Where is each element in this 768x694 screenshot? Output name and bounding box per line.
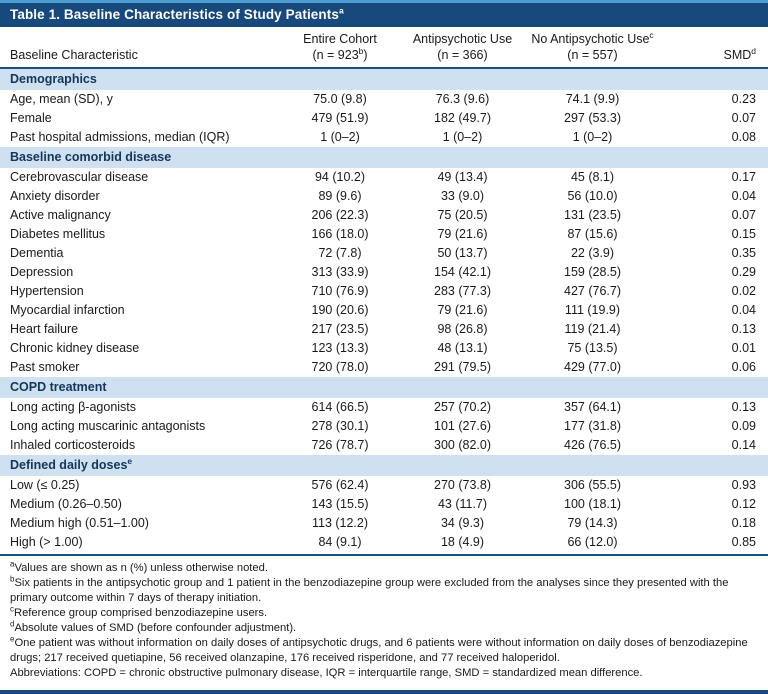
section-header-row	[0, 455, 768, 476]
row-label: Medium high (0.51–1.00)	[10, 516, 149, 531]
cell-value: 131 (23.5)	[564, 208, 621, 223]
cell-value: 710 (76.9)	[311, 284, 369, 299]
row-label: Long acting muscarinic antagonists	[10, 419, 206, 434]
cell-value: 278 (30.1)	[311, 419, 369, 434]
row-label: Myocardial infarction	[10, 303, 125, 318]
table-row	[0, 533, 768, 552]
column-header-group-n: (n = 366)	[437, 47, 488, 62]
cell-value: 119 (21.4)	[564, 322, 621, 337]
cell-value: 66 (12.0)	[567, 535, 618, 550]
column-header-smd-label: SMD$^d$	[723, 45, 756, 62]
cell-value: 49 (13.4)	[437, 170, 488, 185]
row-label: Past smoker	[10, 360, 80, 375]
cell-value: 113 (12.2)	[311, 516, 369, 531]
cell-value: 614 (66.5)	[311, 400, 369, 415]
table-row	[0, 495, 768, 514]
column-header-entire-cohort	[280, 27, 400, 68]
cell-value: 75 (13.5)	[567, 341, 618, 356]
footnote: $^b$Six patients in the antipsychotic group and 1 patient in the benzodiazepine group were excluded from the analyses since they presented with the primary outcome within 7 days of therapy initiation.	[10, 574, 729, 605]
cell-value: 182 (49.7)	[434, 111, 491, 126]
cell-value: 1 (0–2)	[572, 130, 613, 145]
section-header-label: Demographics	[0, 68, 768, 90]
cell-value: 576 (62.4)	[311, 478, 369, 493]
cell-value: 426 (76.5)	[564, 438, 621, 453]
column-header-baseline-characteristic-label: Baseline Characteristic	[10, 47, 138, 62]
row-label: Depression	[10, 265, 74, 280]
cell-smd: 0.06	[731, 360, 756, 375]
row-label: Age, mean (SD), y	[10, 92, 113, 107]
row-label: Diabetes mellitus	[10, 227, 106, 242]
cell-value: 726 (78.7)	[311, 438, 369, 453]
row-label: Cerebrovascular disease	[10, 170, 149, 185]
cell-value: 270 (73.8)	[434, 478, 491, 493]
row-label: Inhaled corticosteroids	[10, 438, 136, 453]
table-row	[0, 263, 768, 282]
cell-value: 479 (51.9)	[311, 111, 369, 126]
cell-smd: 0.02	[731, 284, 756, 299]
row-label: Past hospital admissions, median (IQR)	[10, 130, 230, 145]
cell-value: 94 (10.2)	[314, 170, 366, 185]
cell-value: 720 (78.0)	[311, 360, 369, 375]
cell-value: 143 (15.5)	[311, 497, 369, 512]
table-row	[0, 90, 768, 109]
section-header-label: Defined daily doses$^e$	[0, 455, 768, 476]
cell-value: 98 (26.8)	[437, 322, 488, 337]
table-header	[0, 27, 768, 68]
column-header-no-antipsychotic-use	[525, 27, 660, 68]
cell-smd: 0.18	[731, 516, 756, 531]
row-label: Dementia	[10, 246, 64, 261]
table-title-bar	[0, 0, 768, 27]
row-label: Low (≤ 0.25)	[10, 478, 80, 493]
cell-value: 56 (10.0)	[567, 189, 618, 204]
section-header-row	[0, 147, 768, 168]
column-header-antipsychotic-use	[400, 27, 525, 68]
table-row	[0, 339, 768, 358]
cell-value: 429 (77.0)	[564, 360, 621, 375]
cell-value: 89 (9.6)	[318, 189, 362, 204]
cell-value: 45 (8.1)	[570, 170, 615, 185]
cell-value: 206 (22.3)	[311, 208, 369, 223]
cell-smd: 0.13	[731, 400, 756, 415]
table-row	[0, 514, 768, 533]
table-row	[0, 358, 768, 377]
table-row	[0, 282, 768, 301]
cell-value: 1 (0–2)	[320, 130, 360, 145]
baseline-characteristics-table	[0, 27, 768, 552]
footnote: Abbreviations: COPD = chronic obstructive pulmonary disease, IQR = interquartile range, SMD = standardized mean difference.	[10, 667, 643, 680]
cell-value: 1 (0–2)	[442, 130, 483, 145]
cell-smd: 0.13	[731, 322, 756, 337]
table-row	[0, 187, 768, 206]
column-header-group-name: No Antipsychotic Use$^c$	[531, 29, 654, 46]
cell-value: 74.1 (9.9)	[565, 92, 620, 107]
cell-value: 154 (42.1)	[434, 265, 491, 280]
cell-value: 291 (79.5)	[434, 360, 491, 375]
cell-value: 79 (14.3)	[567, 516, 618, 531]
row-label: Active malignancy	[10, 208, 111, 223]
cell-smd: 0.14	[731, 438, 756, 453]
cell-value: 50 (13.7)	[437, 246, 488, 261]
cell-smd: 0.35	[731, 246, 756, 261]
cell-value: 177 (31.8)	[564, 419, 621, 434]
cell-smd: 0.12	[731, 497, 756, 512]
table-row	[0, 128, 768, 147]
column-header-group-name: Antipsychotic Use	[412, 32, 513, 46]
cell-smd: 0.15	[731, 227, 756, 242]
column-header-smd	[660, 27, 768, 68]
table-row	[0, 320, 768, 339]
cell-smd: 0.07	[731, 208, 756, 223]
footnote: $^a$Values are shown as n (%) unless otherwise noted.	[10, 559, 268, 575]
cell-smd: 0.23	[731, 92, 756, 107]
cell-value: 22 (3.9)	[570, 246, 615, 261]
column-header-group-n: $(n = 923^b)$	[312, 45, 368, 62]
column-header-group-name: Entire Cohort	[303, 32, 377, 46]
table-row	[0, 436, 768, 455]
cell-value: 123 (13.3)	[311, 341, 369, 356]
table-row	[0, 109, 768, 128]
cell-smd: 0.08	[731, 130, 756, 145]
cell-value: 190 (20.6)	[311, 303, 369, 318]
table-row	[0, 225, 768, 244]
cell-value: 283 (77.3)	[434, 284, 491, 299]
cell-smd: 0.07	[731, 111, 756, 126]
cell-smd: 0.29	[731, 265, 756, 280]
cell-value: 34 (9.3)	[440, 516, 485, 531]
cell-value: 100 (18.1)	[564, 497, 621, 512]
section-header-row	[0, 377, 768, 398]
table-row	[0, 168, 768, 187]
cell-value: 75 (20.5)	[437, 208, 488, 223]
cell-value: 43 (11.7)	[437, 497, 488, 512]
cell-value: 111 (19.9)	[564, 303, 621, 318]
cell-value: 159 (28.5)	[564, 265, 621, 280]
table-body	[0, 68, 768, 552]
row-label: Long acting β-agonists	[10, 400, 137, 415]
cell-value: 313 (33.9)	[311, 265, 369, 280]
table-row	[0, 301, 768, 320]
cell-value: 79 (21.6)	[437, 303, 488, 318]
cell-value: 87 (15.6)	[567, 227, 618, 242]
section-header-label: COPD treatment	[0, 377, 768, 398]
column-header-baseline-characteristic	[0, 27, 280, 68]
section-header-row	[0, 68, 768, 90]
cell-smd: 0.85	[731, 535, 756, 550]
footnote: $^e$One patient was without information on daily doses of antipsychotic drugs, and 6 patients were without information on daily doses of benzodiazepine drugs; 217 received quetiapine, 56 received olanzapine, 176 received risperidone, and 77 received haloperidol.	[10, 634, 748, 665]
footnote: $^d$Absolute values of SMD (before confounder adjustment).	[10, 619, 297, 635]
cell-smd: 0.01	[731, 341, 756, 356]
footnotes	[0, 554, 768, 690]
cell-value: 84 (9.1)	[318, 535, 362, 550]
table-row	[0, 398, 768, 417]
column-header-row	[0, 27, 768, 68]
cell-value: 75.0 (9.8)	[313, 92, 367, 107]
row-label: Chronic kidney disease	[10, 341, 140, 356]
cell-value: 101 (27.6)	[434, 419, 491, 434]
cell-value: 33 (9.0)	[440, 189, 485, 204]
table-row	[0, 206, 768, 225]
row-label: Hypertension	[10, 284, 84, 299]
cell-smd: 0.04	[731, 189, 756, 204]
cell-value: 427 (76.7)	[564, 284, 621, 299]
cell-value: 18 (4.9)	[440, 535, 485, 550]
cell-value: 257 (70.2)	[434, 400, 491, 415]
row-label: High (> 1.00)	[10, 535, 83, 550]
cell-value: 297 (53.3)	[564, 111, 621, 126]
row-label: Anxiety disorder	[10, 189, 100, 204]
cell-value: 72 (7.8)	[318, 246, 362, 261]
row-label: Heart failure	[10, 322, 79, 337]
column-header-group-n: (n = 557)	[567, 47, 618, 62]
cell-smd: 0.09	[731, 419, 756, 434]
cell-value: 48 (13.1)	[437, 341, 488, 356]
row-label: Female	[10, 111, 52, 126]
cell-value: 357 (64.1)	[564, 400, 621, 415]
cell-smd: 0.93	[731, 478, 756, 493]
cell-value: 217 (23.5)	[311, 322, 369, 337]
cell-value: 76.3 (9.6)	[435, 92, 490, 107]
table-row	[0, 244, 768, 263]
footnote: $^c$Reference group comprised benzodiazepine users.	[10, 604, 268, 620]
cell-smd: 0.04	[731, 303, 756, 318]
table-title-footnote-marker: a	[338, 5, 344, 16]
section-header-label: Baseline comorbid disease	[0, 147, 768, 168]
cell-value: 166 (18.0)	[311, 227, 369, 242]
cell-value: 306 (55.5)	[564, 478, 621, 493]
table-title-text: Table 1. Baseline Characteristics of Study Patients	[10, 7, 339, 22]
cell-value: 300 (82.0)	[434, 438, 491, 453]
table-row	[0, 476, 768, 495]
table-row	[0, 417, 768, 436]
row-label: Medium (0.26–0.50)	[10, 497, 122, 512]
cell-value: 79 (21.6)	[437, 227, 488, 242]
cell-smd: 0.17	[731, 170, 756, 185]
